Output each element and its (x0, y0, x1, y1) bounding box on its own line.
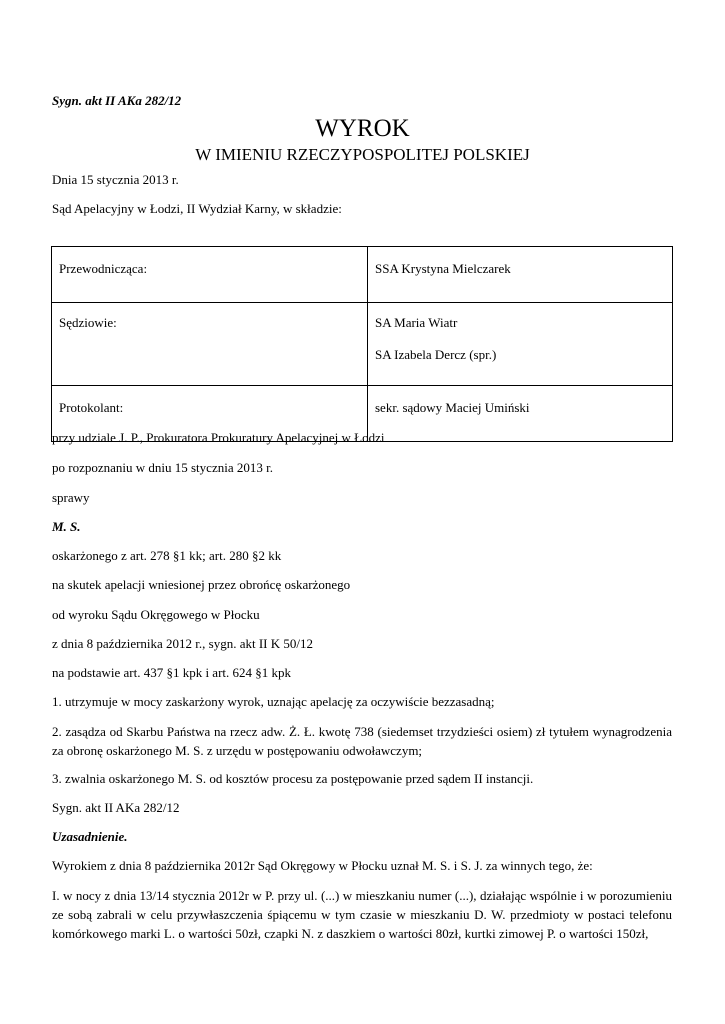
case-signature: Sygn. akt II AKa 282/12 (52, 93, 182, 108)
clerk-label: Protokolant: (52, 386, 368, 442)
judges-cell (368, 303, 673, 386)
document-title: WYROK (315, 115, 410, 142)
count-1-paragraph: I. w nocy z dnia 13/14 stycznia 2012r w P. przy ul. (...) w mieszkaniu numer (...), działając wspólnie i w porozumieniu ze sobą zabrali w celu przywłaszczenia śpiącemu w tym czasie w mieszkaniu D. W. przedmioty w postaci telefonu komórkowego marki L. o wartości 50zł, czapki N. z daszkiem o wartości 80zł, kurtki zimowej P. o wartości 150zł, (52, 888, 672, 941)
judge-name: SA Izabela Dercz (spr.) (375, 347, 497, 362)
defendant-name: M. S. (52, 519, 81, 534)
case-signature-repeat: Sygn. akt II AKa 282/12 (52, 800, 180, 815)
clerk-name: sekr. sądowy Maciej Umiński (368, 386, 673, 442)
chair-label: Przewodnicząca: (52, 247, 368, 303)
ruling-point-2: 2. zasądza od Skarbu Państwa na rzecz adw. Ż. Ł. kwotę 738 (siedemset trzydzieści osiem) zł tytułem wynagrodzenia za obronę oskarżonego M. S. z urzędu w postępowaniu odwoławczym; (52, 724, 672, 758)
charge-line: oskarżonego z art. 278 §1 kk; art. 280 §2 kk (52, 548, 282, 563)
chair-name: SSA Krystyna Mielczarek (368, 247, 673, 303)
court-composition: Sąd Apelacyjny w Łodzi, II Wydział Karny, w składzie: (52, 201, 342, 216)
reasons-heading: Uzasadnienie. (52, 829, 128, 844)
case-word: sprawy (52, 490, 90, 505)
hearing-line: po rozpoznaniu w dniu 15 stycznia 2013 r. (52, 460, 273, 475)
table-row (52, 303, 673, 386)
ruling-point-3: 3. zwalnia oskarżonego M. S. od kosztów procesu za postępowanie przed sądem II instancji. (52, 771, 534, 786)
judge-name: SA Maria Wiatr (375, 315, 458, 330)
legal-basis-line: na podstawie art. 437 §1 kpk i art. 624 §1 kpk (52, 665, 292, 680)
judges-label: Sędziowie: (52, 303, 368, 386)
from-judgment-line: od wyroku Sądu Okręgowego w Płocku (52, 607, 260, 622)
table-row (52, 247, 673, 303)
panel-table (51, 246, 673, 442)
judgment-date-line: z dnia 8 października 2012 r., sygn. akt II K 50/12 (52, 636, 314, 651)
ruling-point-1: 1. utrzymuje w mocy zaskarżony wyrok, uznając apelację za oczywiście bezzasadną; (52, 694, 495, 709)
reasons-intro: Wyrokiem z dnia 8 października 2012r Sąd Okręgowy w Płocku uznał M. S. i S. J. za winnych tego, że: (52, 858, 593, 873)
prosecutor-line: przy udziale J. P., Prokuratora Prokuratury Apelacyjnej w Łodzi (52, 430, 385, 445)
document-subtitle: W IMIENIU RZECZYPOSPOLITEJ POLSKIEJ (195, 145, 530, 164)
appeal-line: na skutek apelacji wniesionej przez obrońcę oskarżonego (52, 577, 351, 592)
judgment-date: Dnia 15 stycznia 2013 r. (52, 172, 179, 187)
